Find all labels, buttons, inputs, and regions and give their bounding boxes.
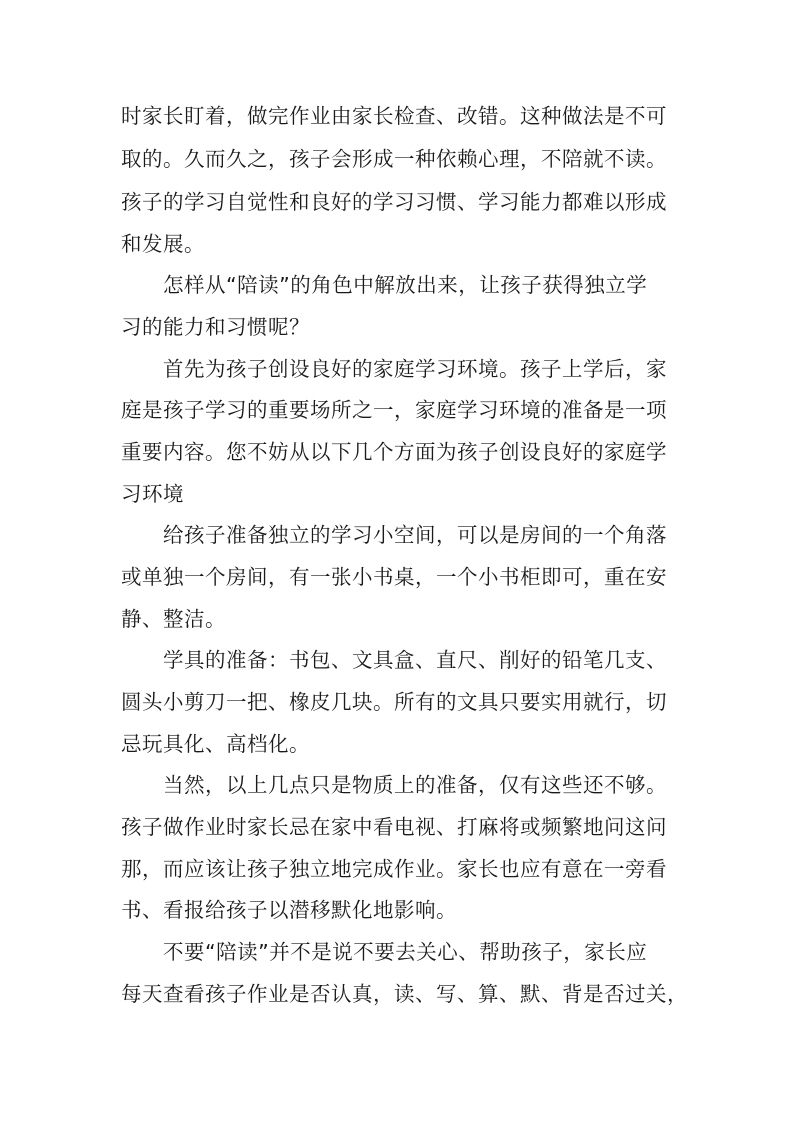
text-line: 取的。久而久之，孩子会形成一种依赖心理，不陪就不读。 — [121, 147, 667, 171]
text-line: 庭是孩子学习的重要场所之一，家庭学习环境的准备是一项 — [121, 398, 667, 422]
text-line: 习环境 — [121, 482, 184, 506]
text-line: 孩子的学习自觉性和良好的学习习惯、学习能力都难以形成 — [121, 190, 667, 214]
text-line: 当然，以上几点只是物质上的准备，仅有这些还不够。 — [163, 773, 667, 797]
text-line: 忌玩具化、高档化。 — [121, 732, 310, 756]
text-line: 时家长盯着，做完作业由家长检查、改错。这种做法是不可 — [121, 104, 667, 128]
text-line: 首先为孩子创设良好的家庭学习环境。孩子上学后，家 — [163, 357, 667, 381]
text-line: 不要“陪读”并不是说不要去关心、帮助孩子，家长应 — [163, 940, 648, 964]
text-line: 学具的准备：书包、文具盒、直尺、削好的铅笔几支、 — [163, 648, 667, 672]
text-line: 静、整洁。 — [121, 607, 226, 631]
text-line: 给孩子准备独立的学习小空间，可以是房间的一个角落 — [163, 523, 667, 547]
text-line: 每天查看孩子作业是否认真，读、写、算、默、背是否过关， — [121, 982, 688, 1006]
text-line: 和发展。 — [121, 232, 205, 256]
text-line: 书、看报给孩子以潜移默化地影响。 — [121, 898, 457, 922]
text-line: 重要内容。您不妨从以下几个方面为孩子创设良好的家庭学 — [121, 440, 667, 464]
text-line: 习的能力和习惯呢？ — [121, 315, 310, 339]
text-line: 圆头小剪刀一把、橡皮几块。所有的文具只要实用就行，切 — [121, 690, 667, 714]
text-line: 或单独一个房间，有一张小书桌，一个小书柜即可，重在安 — [121, 565, 667, 589]
text-line: 孩子做作业时家长忌在家中看电视、打麻将或频繁地问这问 — [121, 815, 667, 839]
text-line: 那，而应该让孩子独立地完成作业。家长也应有意在一旁看 — [121, 857, 667, 881]
text-line: 怎样从“陪读”的角色中解放出来，让孩子获得独立学 — [163, 273, 648, 297]
